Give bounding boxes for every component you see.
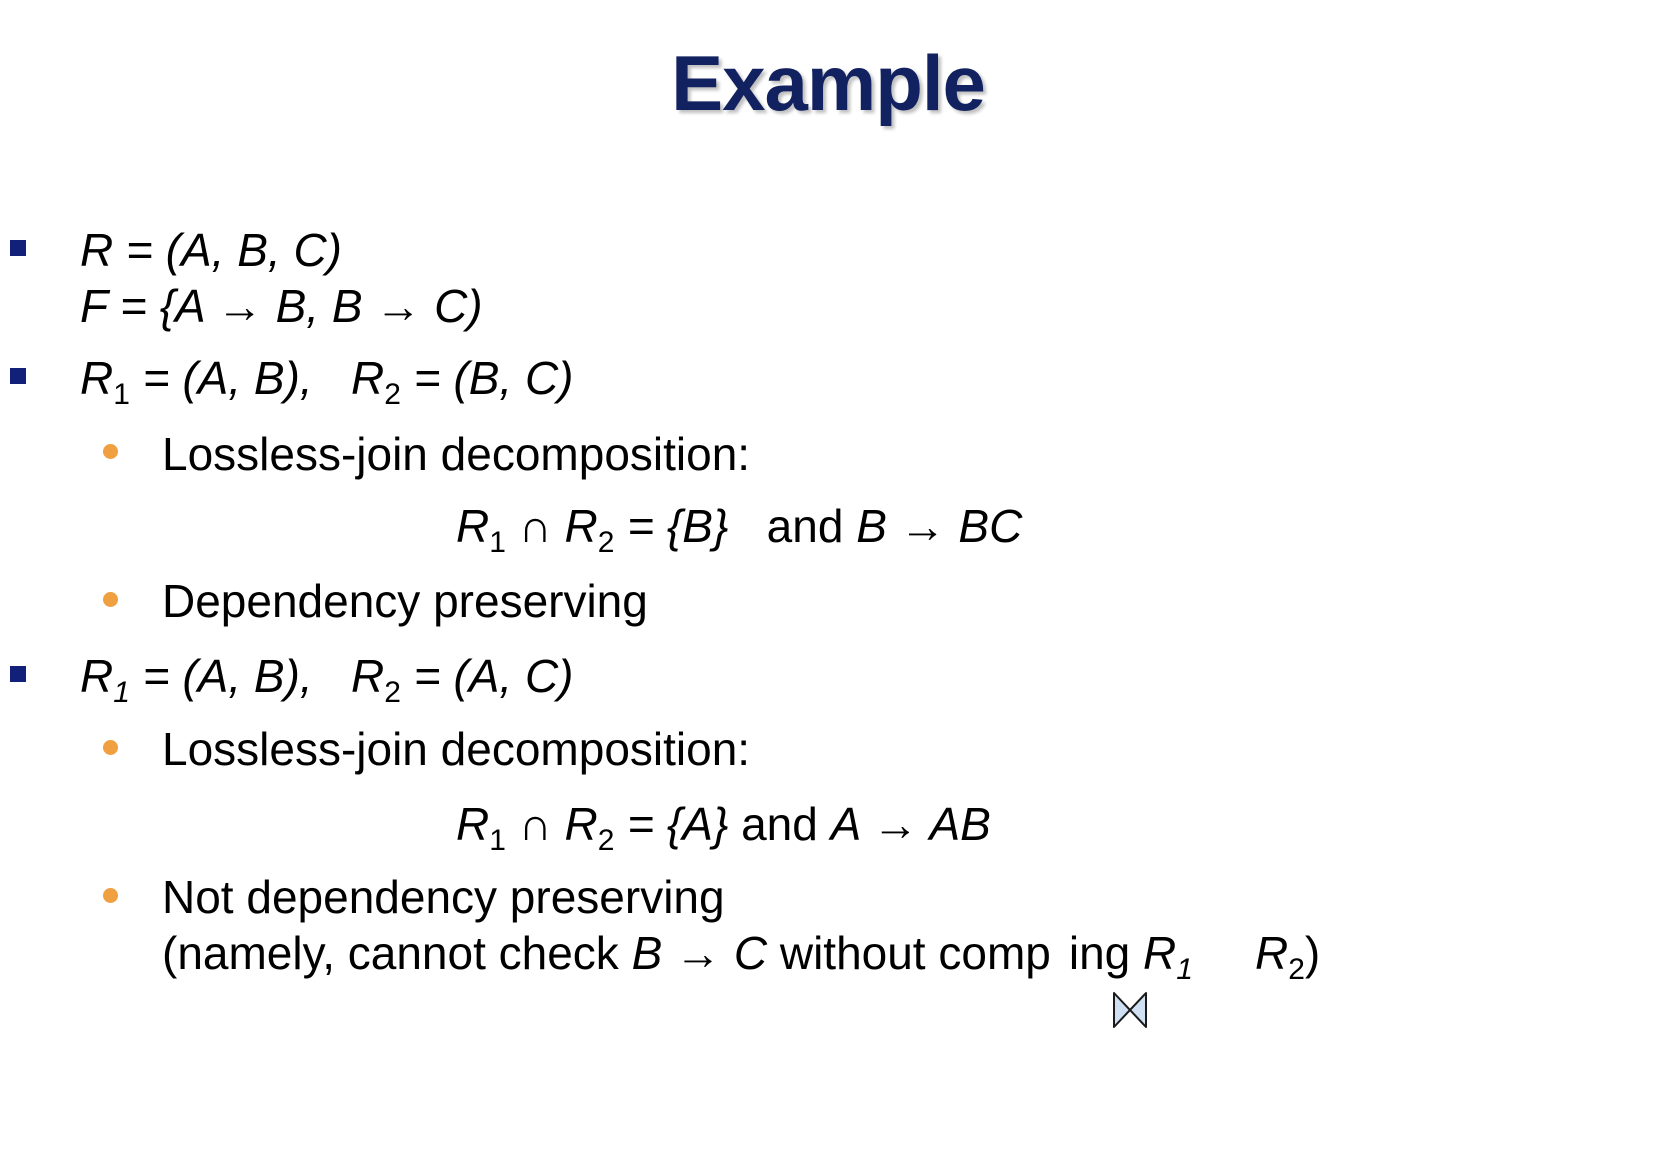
dot-bullet-icon (103, 592, 118, 607)
square-bullet-icon (10, 240, 26, 256)
functional-dependencies: F = {A → B, B → C) (80, 280, 483, 332)
dot-bullet-icon (103, 888, 118, 903)
dot-bullet-icon (103, 740, 118, 755)
lossless-join-label: Lossless-join decomposition: (162, 428, 751, 480)
relation-schema: R = (A, B, C) (80, 224, 342, 276)
lossless-join-formula: $R_1$ ∩ $R_2 = \{B\}$ and B → BC (456, 500, 1023, 559)
lossless-join-label: Lossless-join decomposition: (162, 723, 751, 775)
not-dependency-preserving-explanation: (namely, cannot check B → C without comp ing $R_1$ $R_2$) (162, 927, 1321, 986)
slide-title: Example (671, 39, 985, 127)
lossless-join-formula: $R_1$ ∩ $R_2 = \{A\}$ and A → AB (456, 798, 991, 857)
not-dependency-preserving-label: Not dependency preserving (162, 871, 725, 923)
square-bullet-icon (10, 666, 26, 682)
dependency-preserving-label: Dependency preserving (162, 575, 648, 627)
dot-bullet-icon (103, 444, 118, 459)
decomposition-1: $R_1 = (A$, B), $R_2 = (B$, C) (80, 352, 574, 411)
decomposition-2: $R_1 = (A$, B), $R_2 = (A$, C) (80, 650, 574, 709)
square-bullet-icon (10, 368, 26, 384)
join-cursor-icon (1112, 990, 1148, 1030)
